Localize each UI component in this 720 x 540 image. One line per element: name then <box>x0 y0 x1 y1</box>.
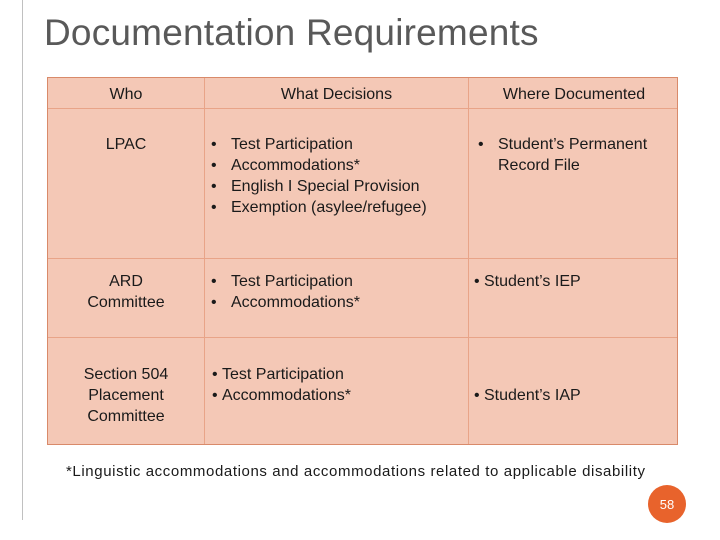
documented-line: Record File <box>498 157 580 174</box>
documented-list <box>472 134 647 176</box>
row-divider <box>48 337 677 338</box>
decision-item: • Test Participation <box>212 364 351 385</box>
table-row-who <box>48 364 204 427</box>
decisions-list <box>205 271 360 313</box>
slide-title: Documentation Requirements <box>44 12 539 53</box>
documented-list <box>474 385 581 406</box>
decisions-list <box>205 134 427 218</box>
page-number-badge: 58 <box>648 485 686 523</box>
documented-item <box>472 134 647 176</box>
footnote: *Linguistic accommodations and accommodations related to applicable disability <box>66 463 646 480</box>
decision-item: • Accommodations* <box>205 292 360 313</box>
decision-item: • Test Participation <box>205 134 427 155</box>
requirements-table <box>47 77 678 445</box>
column-divider <box>468 78 469 444</box>
documented-line: Student’s Permanent <box>498 136 648 153</box>
decision-item: • Accommodations* <box>205 155 427 176</box>
row-divider <box>48 258 677 259</box>
decisions-list <box>212 364 351 406</box>
header-where-documented: Where Documented <box>502 86 646 103</box>
decision-item: • Exemption (asylee/refugee) <box>205 197 427 218</box>
slide-left-rule <box>22 0 23 520</box>
documented-item: • Student’s IAP <box>474 385 581 406</box>
who-line: LPAC <box>105 136 147 153</box>
header-who: Who <box>109 86 143 103</box>
documented-list <box>474 271 581 292</box>
row-divider <box>48 108 677 109</box>
decision-item: • English I Special Provision <box>205 176 427 197</box>
who-line: Committee <box>87 408 165 425</box>
who-line: ARD <box>109 273 143 290</box>
who-line: Section 504 <box>83 366 169 383</box>
who-line: Committee <box>87 294 165 311</box>
table-row-who <box>48 134 204 155</box>
decision-item: • Test Participation <box>205 271 360 292</box>
documented-item: • Student’s IEP <box>474 271 581 292</box>
column-divider <box>204 78 205 444</box>
who-line: Placement <box>88 387 164 404</box>
header-what-decisions: What Decisions <box>280 86 393 103</box>
table-row-who <box>48 271 204 313</box>
decision-item: • Accommodations* <box>212 385 351 406</box>
